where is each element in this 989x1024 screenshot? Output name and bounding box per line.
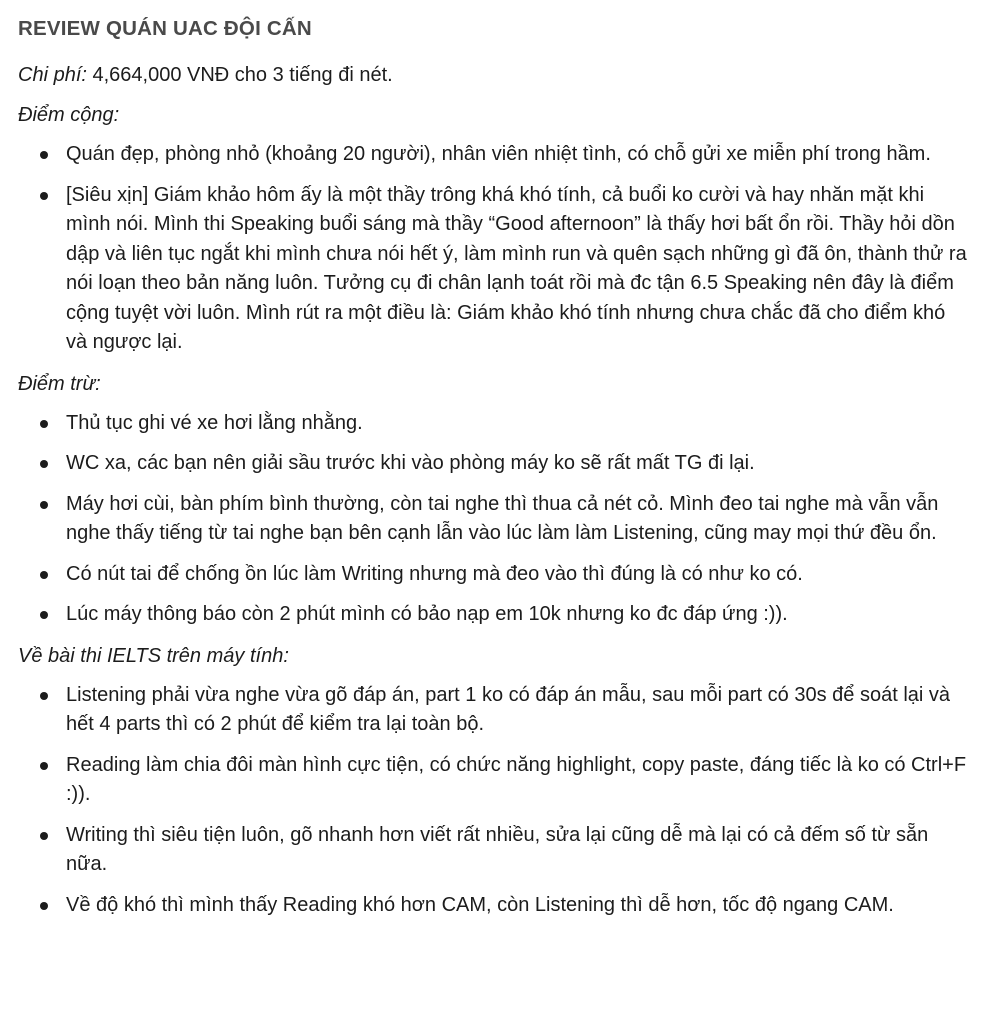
pros-list: [18, 140, 971, 358]
list-item: [18, 600, 971, 630]
bullet-icon: [40, 151, 48, 159]
list-item: [18, 560, 971, 590]
bullet-icon: [40, 611, 48, 619]
list-item: [18, 490, 971, 549]
bullet-icon: [40, 762, 48, 770]
section-title-ielts: Về bài thi IELTS trên máy tính:: [18, 644, 289, 667]
page-title: REVIEW QUÁN UAC ĐỘI CẤN: [18, 17, 312, 40]
list-item-text: Về độ khó thì mình thấy Reading khó hơn CAM, còn Listening thì dễ hơn, tốc độ ngang CAM.: [66, 893, 894, 916]
cost-line: [18, 60, 971, 90]
list-item: [18, 409, 971, 439]
bullet-icon: [40, 192, 48, 200]
list-item-text: Lúc máy thông báo còn 2 phút mình có bảo nạp em 10k nhưng ko đc đáp ứng :)).: [66, 603, 788, 625]
list-item-text: Reading làm chia đôi màn hình cực tiện, có chức năng highlight, copy paste, đáng tiếc là ko có Ctrl+F :)).: [66, 753, 967, 805]
list-item: [18, 821, 971, 880]
list-item-text: WC xa, các bạn nên giải sầu trước khi vào phòng máy ko sẽ rất mất TG đi lại.: [66, 452, 755, 474]
cost-text: 4,664,000 VNĐ cho 3 tiếng đi nét.: [86, 64, 393, 86]
list-item-text: Quán đẹp, phòng nhỏ (khoảng 20 người), nhân viên nhiệt tình, có chỗ gửi xe miễn phí trong hầm.: [66, 143, 931, 165]
list-item: [18, 181, 971, 358]
section-title-cons: Điểm trừ:: [18, 372, 101, 395]
list-item-text: Máy hơi cùi, bàn phím bình thường, còn tai nghe thì thua cả nét cỏ. Mình đeo tai nghe mà vẫn vẫn nghe thấy tiếng từ tai nghe bạn bên cạnh lẫn vào lúc làm làm Listening, cũng may mọi thứ đều ổn.: [66, 492, 939, 544]
section-title-pros: Điểm cộng:: [18, 104, 120, 126]
bullet-icon: [40, 692, 48, 700]
bullet-icon: [40, 571, 48, 579]
list-item-text: Thủ tục ghi vé xe hơi lằng nhằng.: [66, 411, 363, 434]
list-item-text: Listening phải vừa nghe vừa gõ đáp án, part 1 ko có đáp án mẫu, sau mỗi part có 30s để soát lại và hết 4 parts thì có 2 phút để kiểm tra lại toàn bộ.: [66, 683, 951, 735]
list-item: [18, 449, 971, 479]
list-item-text: Writing thì siêu tiện luôn, gõ nhanh hơn viết rất nhiều, sửa lại cũng dễ mà lại có cả đếm số từ sẵn nữa.: [66, 823, 929, 875]
bullet-icon: [40, 460, 48, 468]
bullet-icon: [40, 832, 48, 840]
bullet-icon: [40, 501, 48, 509]
list-item: [18, 891, 971, 921]
bullet-icon: [40, 902, 48, 910]
cost-label: Chi phí:: [18, 64, 87, 86]
list-item: [18, 681, 971, 740]
list-item: [18, 751, 971, 810]
bullet-icon: [40, 420, 48, 428]
cons-list: [18, 409, 971, 630]
list-item-text: [Siêu xịn] Giám khảo hôm ấy là một thầy trông khá khó tính, cả buổi ko cười và hay nhăn mặt khi mình nói. Mình thi Speaking buổi sáng mà thầy “Good afternoon” là thấy hơi bất ổn rồi. Thầy hỏi dồn dập và liên tục ngắt khi mình chưa nói hết ý, làm mình run và quên sạch những gì đã ôn, thành thử ra nói loạn theo bản năng luôn. Tưởng cụ đi chân lạnh toát rồi mà đc tận 6.5 Speaking nên đây là điểm cộng tuyệt vời luôn. Mình rút ra một điều là: Giám khảo khó tính nhưng chưa chắc đã cho điểm khó và ngược lại.: [66, 183, 967, 353]
list-item-text: Có nút tai để chống ồn lúc làm Writing nhưng mà đeo vào thì đúng là có như ko có.: [66, 562, 803, 585]
ielts-list: [18, 681, 971, 921]
list-item: [18, 140, 971, 170]
